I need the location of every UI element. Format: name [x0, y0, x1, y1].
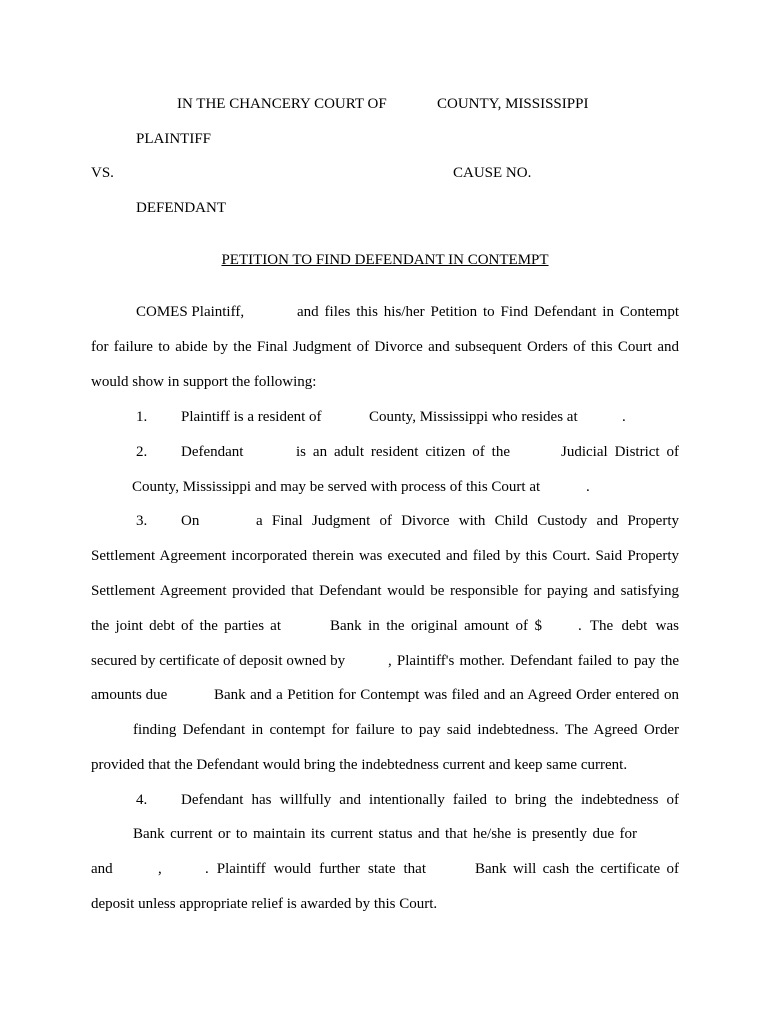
para2-number: 2. [136, 444, 148, 460]
para1-text-c: . [622, 409, 626, 425]
para3-text-b: a Final Judgment of Divorce with Child Custody and Property [256, 513, 679, 529]
para1-text-b: County, Mississippi who resides at [369, 409, 578, 425]
para2-text-a: Defendant [181, 444, 244, 460]
para3-line-3: Settlement Agreement provided that Defendant would be responsible for paying and satisfying [91, 583, 679, 599]
cause-number-label: CAUSE NO. [453, 165, 532, 181]
para1-text-a: Plaintiff is a resident of [181, 409, 322, 425]
para3-line-6b: Bank and a Petition for Contempt was filed and an Agreed Order entered on [214, 687, 679, 703]
para2-text-c: Judicial District of [561, 444, 679, 460]
para2-line-2a: County, Mississippi and may be served with process of this Court at [132, 479, 541, 495]
para4-line-3d: Bank will cash the certificate of [475, 861, 679, 877]
para3-number: 3. [136, 513, 148, 529]
para4-line-3a: and [91, 861, 113, 877]
court-heading-right: COUNTY, MISSISSIPPI [437, 96, 589, 112]
petition-title-text: PETITION TO FIND DEFENDANT IN CONTEMPT [221, 252, 549, 268]
petition-title [0, 251, 770, 269]
para2-text-b: is an adult resident citizen of the [296, 444, 510, 460]
para2-line-2b: . [586, 479, 590, 495]
court-heading-left: IN THE CHANCERY COURT OF [177, 96, 387, 112]
para4-text-a: Defendant has willfully and intentionally failed to bring the indebtedness of [181, 792, 679, 808]
intro-line-3: would show in support the following: [91, 374, 317, 390]
intro-line-2: for failure to abide by the Final Judgment of Divorce and subsequent Orders of this Court and [91, 339, 679, 355]
para3-line-5b: , Plaintiff's mother. Defendant failed to pay the [388, 653, 679, 669]
para3-line-2: Settlement Agreement incorporated therein was executed and filed by this Court. Said Property [91, 548, 679, 564]
versus-label: VS. [91, 165, 114, 181]
plaintiff-label: PLAINTIFF [136, 131, 212, 147]
para3-line-6a: amounts due [91, 687, 168, 703]
defendant-label: DEFENDANT [136, 200, 226, 216]
para3-text-a: On [181, 513, 200, 529]
para3-line-4a: the joint debt of the parties at [91, 618, 281, 634]
para1-number: 1. [136, 409, 148, 425]
para3-line-8: provided that the Defendant would bring the indebtedness current and keep same current. [91, 757, 628, 773]
para3-line-4b: Bank in the original amount of $ [330, 618, 542, 634]
intro-line-1b: and files this his/her Petition to Find Defendant in Contempt [297, 304, 679, 320]
para4-line-3c: . Plaintiff would further state that [205, 861, 426, 877]
para4-line-3b: , [158, 861, 162, 877]
para4-number: 4. [136, 792, 148, 808]
para3-line-5a: secured by certificate of deposit owned by [91, 653, 346, 669]
para3-line-7: finding Defendant in contempt for failure to pay said indebtedness. The Agreed Order [133, 722, 679, 738]
para4-line-2: Bank current or to maintain its current status and that he/she is presently due for [133, 826, 637, 842]
intro-line-1a: COMES Plaintiff, [136, 304, 245, 320]
para3-line-4c: . The debt was [578, 618, 679, 634]
para4-line-4: deposit unless appropriate relief is awarded by this Court. [91, 896, 438, 912]
